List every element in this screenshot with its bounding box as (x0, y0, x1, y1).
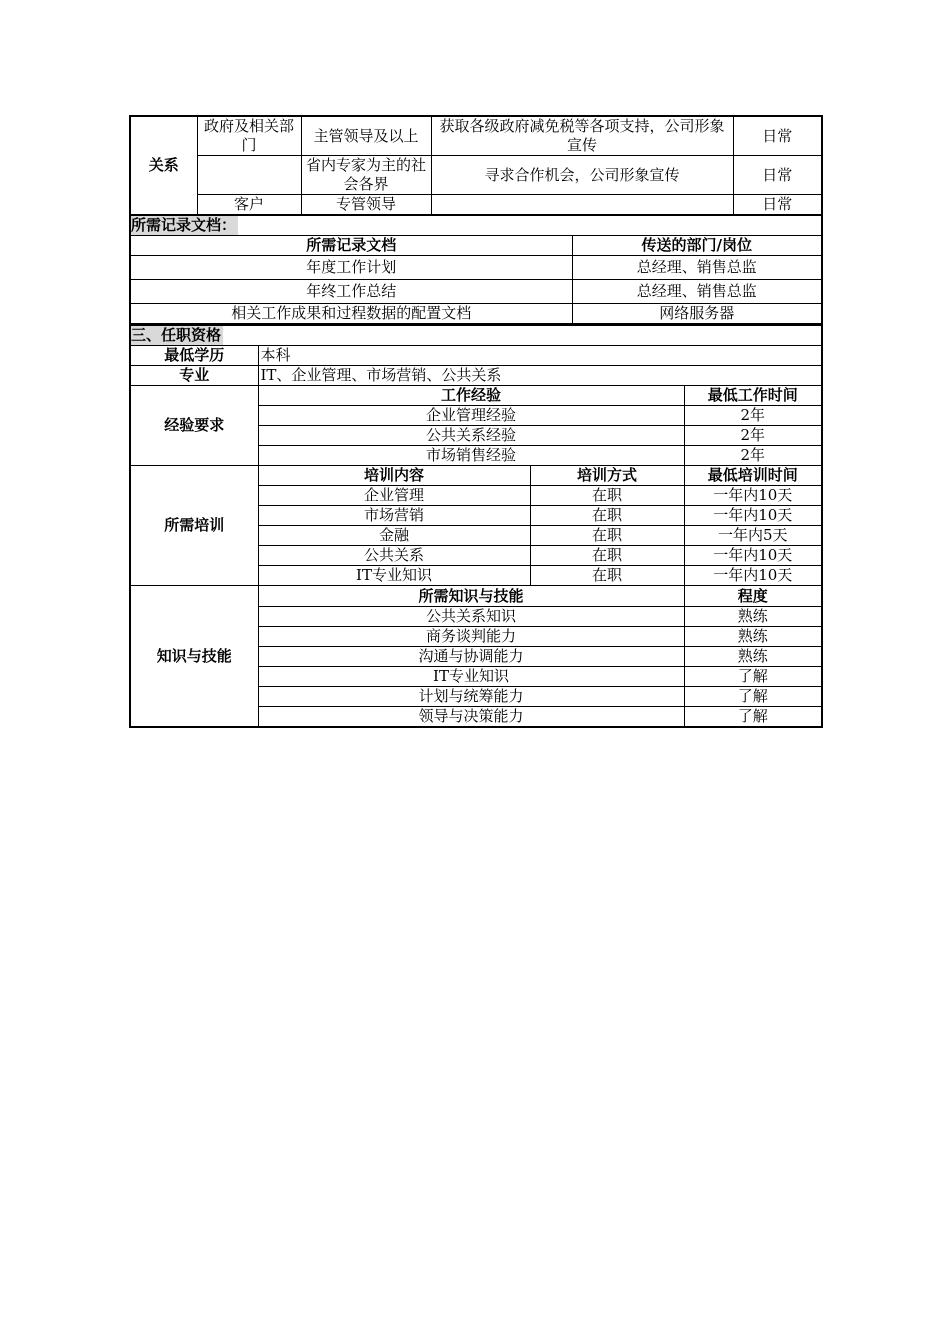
skill-item: 计划与统筹能力 (258, 687, 684, 707)
experience-item: 公共关系经验 (258, 426, 684, 446)
training-time: 一年内10天 (684, 546, 822, 566)
major-label: 专业 (130, 366, 258, 386)
relation-frequency: 日常 (733, 156, 822, 195)
relation-purpose (431, 195, 733, 215)
qualification-section-title-cell (130, 325, 822, 346)
training-col-content: 培训内容 (258, 466, 530, 486)
experience-col-time: 最低工作时间 (684, 386, 822, 406)
relation-level: 专管领导 (301, 195, 431, 215)
relation-level: 主管领导及以上 (301, 116, 431, 156)
skill-level: 熟练 (684, 647, 822, 667)
relation-party: 政府及相关部门 (197, 116, 301, 156)
record-doc: 相关工作成果和过程数据的配置文档 (130, 304, 572, 324)
training-method: 在职 (530, 546, 684, 566)
experience-item: 市场销售经验 (258, 446, 684, 466)
skills-col-skill: 所需知识与技能 (258, 586, 684, 607)
training-method: 在职 (530, 506, 684, 526)
record-doc: 年终工作总结 (130, 280, 572, 304)
skills-col-level: 程度 (684, 586, 822, 607)
training-time: 一年内5天 (684, 526, 822, 546)
relations-label: 关系 (130, 116, 197, 215)
training-col-method: 培训方式 (530, 466, 684, 486)
experience-label: 经验要求 (130, 386, 258, 466)
qualification-section-title: 三、任职资格 (131, 326, 222, 344)
skill-level: 了解 (684, 687, 822, 707)
training-label: 所需培训 (130, 466, 258, 586)
training-time: 一年内10天 (684, 566, 822, 586)
relation-frequency: 日常 (733, 195, 822, 215)
training-method: 在职 (530, 566, 684, 586)
relation-purpose: 寻求合作机会，公司形象宣传 (431, 156, 733, 195)
training-content: 企业管理 (258, 486, 530, 506)
relation-level: 省内专家为主的社会各界 (301, 156, 431, 195)
training-content: 市场营销 (258, 506, 530, 526)
skill-level: 了解 (684, 667, 822, 687)
record-doc: 年度工作计划 (130, 256, 572, 280)
job-description-page (129, 115, 821, 728)
experience-time: 2年 (684, 446, 822, 466)
education-label: 最低学历 (130, 346, 258, 366)
record-dept: 总经理、销售总监 (572, 256, 822, 280)
training-time: 一年内10天 (684, 486, 822, 506)
skill-level: 熟练 (684, 627, 822, 647)
training-content: IT专业知识 (258, 566, 530, 586)
records-col-dept: 传送的部门/岗位 (572, 236, 822, 256)
skill-level: 熟练 (684, 607, 822, 627)
training-method: 在职 (530, 486, 684, 506)
training-content: 金融 (258, 526, 530, 546)
records-table (129, 215, 823, 324)
records-col-doc: 所需记录文档 (130, 236, 572, 256)
experience-item: 企业管理经验 (258, 406, 684, 426)
major-value: IT、企业管理、市场营销、公共关系 (258, 366, 822, 386)
education-value: 本科 (258, 346, 822, 366)
training-time: 一年内10天 (684, 506, 822, 526)
training-content: 公共关系 (258, 546, 530, 566)
qualification-table (129, 324, 823, 728)
experience-col-item: 工作经验 (258, 386, 684, 406)
relation-frequency: 日常 (733, 116, 822, 156)
skill-item: 公共关系知识 (258, 607, 684, 627)
skill-level: 了解 (684, 707, 822, 728)
skill-item: 领导与决策能力 (258, 707, 684, 728)
training-col-time: 最低培训时间 (684, 466, 822, 486)
record-dept: 总经理、销售总监 (572, 280, 822, 304)
experience-time: 2年 (684, 406, 822, 426)
skill-item: IT专业知识 (258, 667, 684, 687)
skills-label: 知识与技能 (130, 586, 258, 728)
relations-table (129, 115, 823, 215)
skill-item: 商务谈判能力 (258, 627, 684, 647)
skill-item: 沟通与协调能力 (258, 647, 684, 667)
relation-purpose: 获取各级政府减免税等各项支持，公司形象宣传 (431, 116, 733, 156)
record-dept: 网络服务器 (572, 304, 822, 324)
experience-time: 2年 (684, 426, 822, 446)
training-method: 在职 (530, 526, 684, 546)
relation-party (197, 156, 301, 195)
records-section-title: 所需记录文档： (131, 216, 237, 234)
records-section-title-cell (130, 216, 822, 236)
relation-party: 客户 (197, 195, 301, 215)
